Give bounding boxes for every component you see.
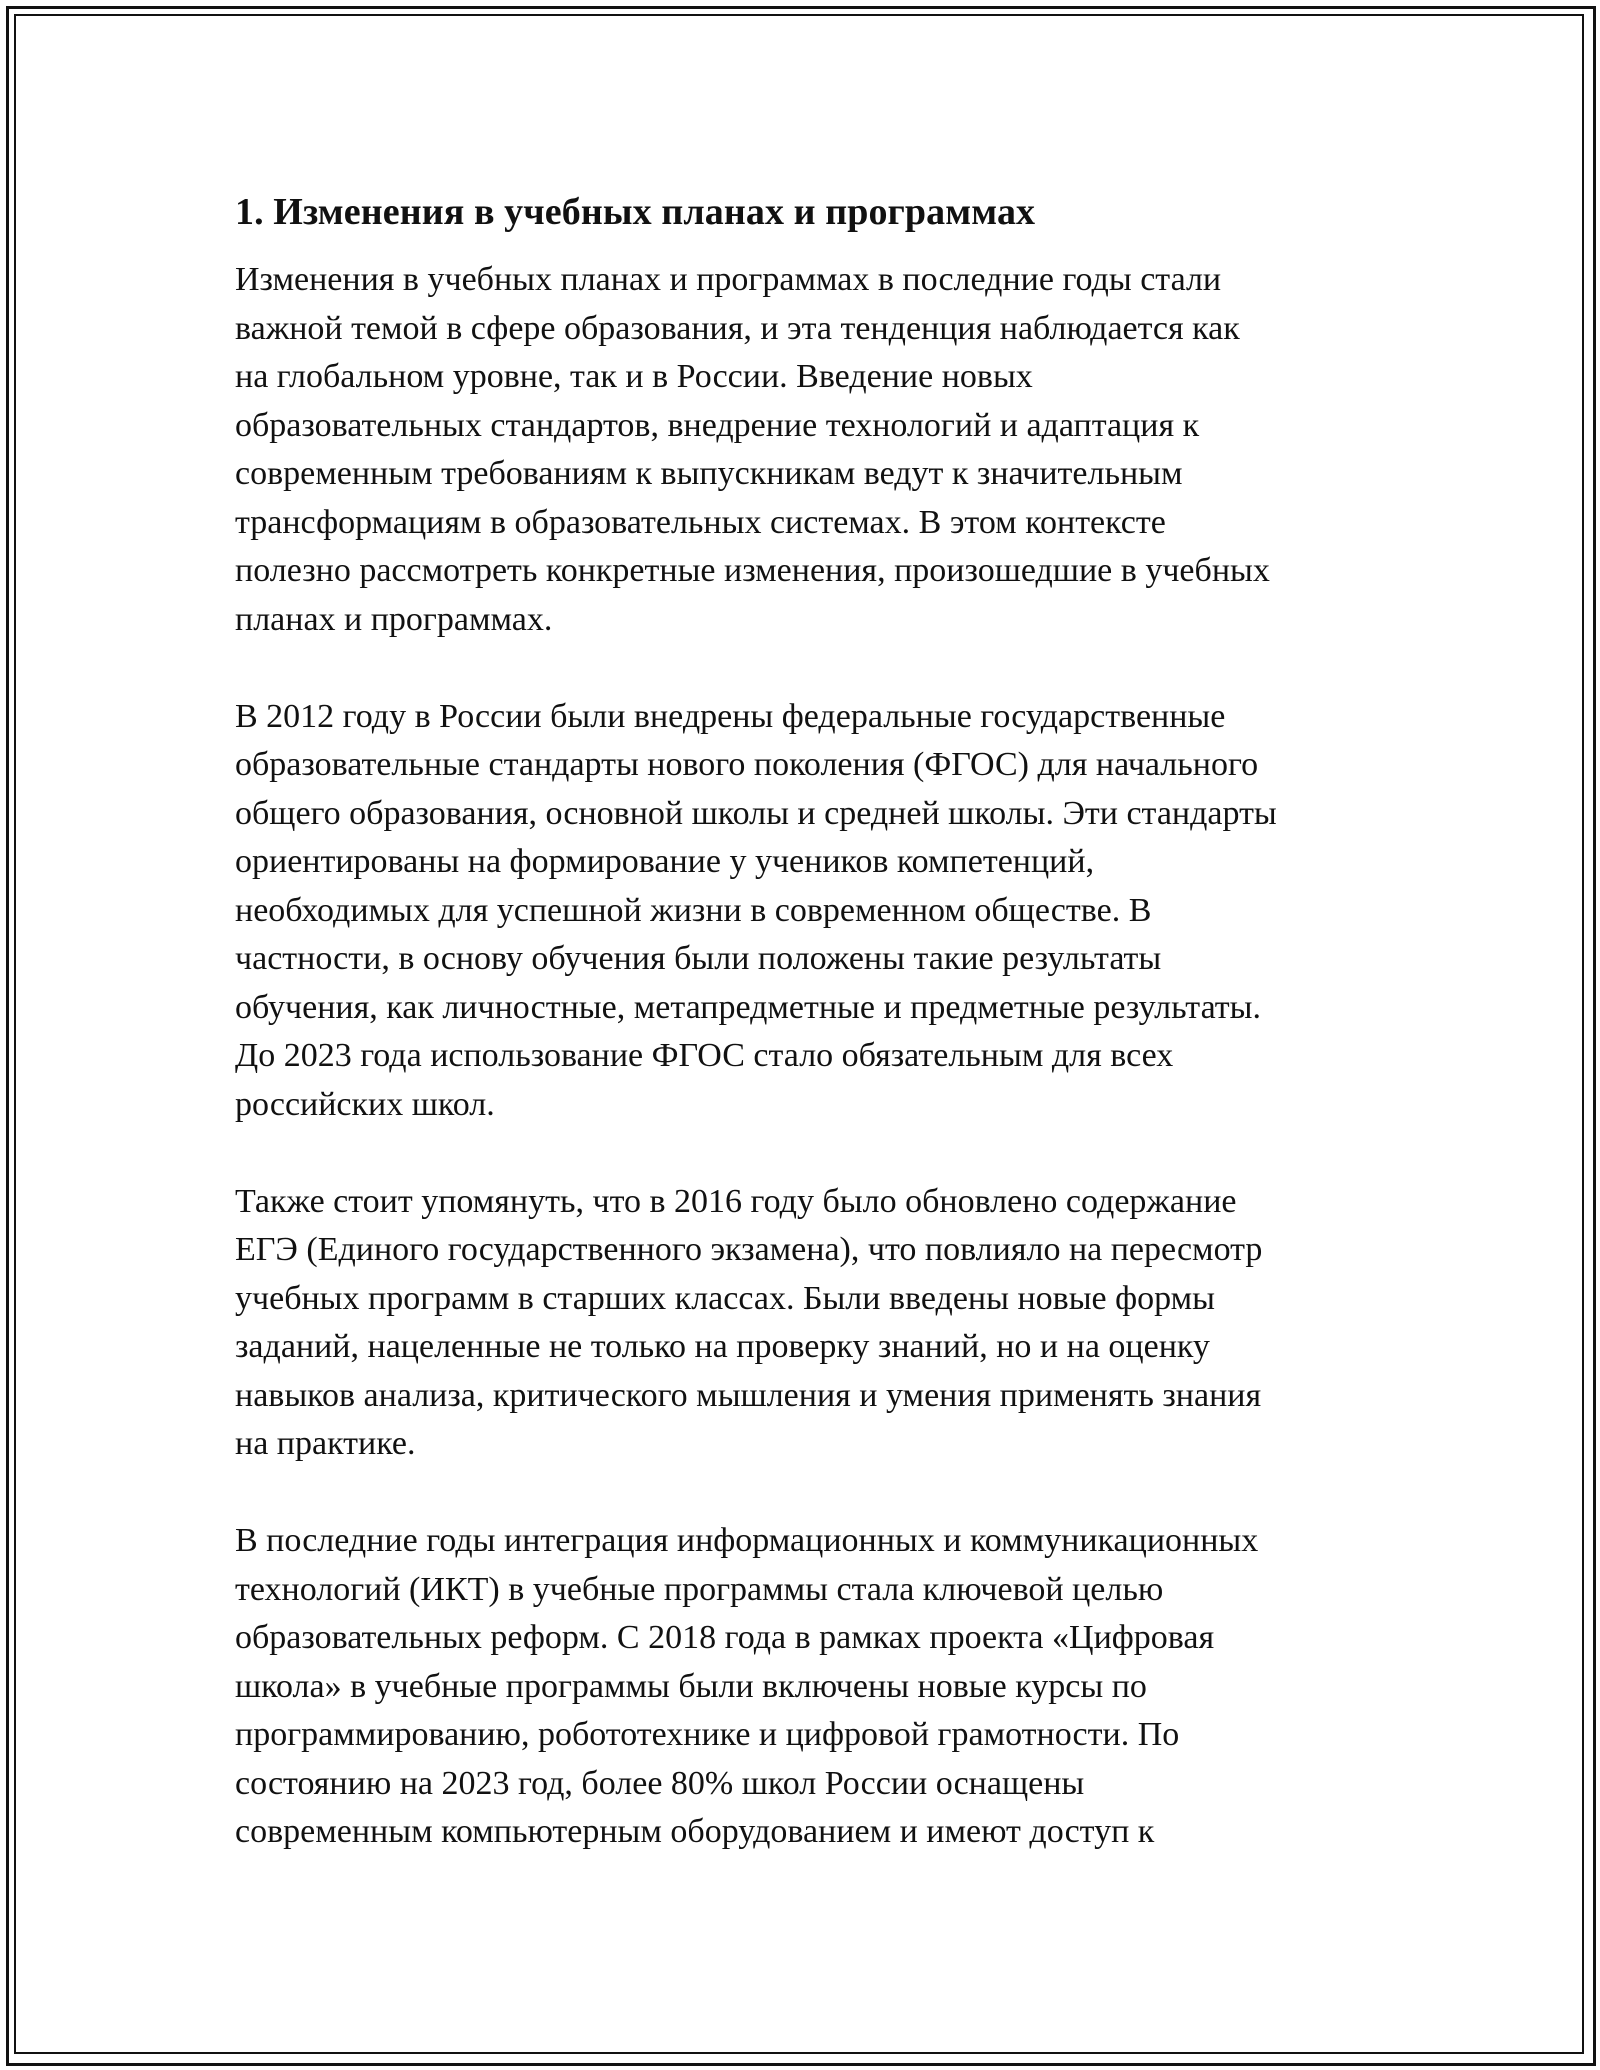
- paragraph-ikt: В последние годы интеграция информационных и коммуникационных технологий (ИКТ) в учебные программы стала ключевой целью образовательных реформ. С 2018 года в рамках проекта «Цифровая школа» в учебные программы были включены новые курсы по программированию, робототехнике и цифровой грамотности. По состоянию на 2023 год, более 80% школ России оснащены современным компьютерным оборудованием и имеют доступ к: [235, 1522, 1259, 1850]
- paragraph-ege: Также стоит упомянуть, что в 2016 году было обновлено содержание ЕГЭ (Единого государственного экзамена), что повлияло на пересмотр учебных программ в старших классах. Были введены новые формы заданий, нацеленные не только на проверку знаний, но и на оценку навыков анализа, критического мышления и умения применять знания на практике.: [235, 1182, 1263, 1462]
- document-body: [235, 188, 1415, 1857]
- paragraph-intro: Изменения в учебных планах и программах в последние годы стали важной темой в сфере образования, и эта тенденция наблюдается как на глобальном уровне, так и в России. Введение новых образовательных стандартов, внедрение технологий и адаптация к современным требованиям к выпускникам ведут к значительным трансформациям в образовательных системах. В этом контексте полезно рассмотреть конкретные изменения, произошедшие в учебных планах и программах.: [235, 261, 1270, 638]
- paragraph-fgos: В 2012 году в России были внедрены федеральные государственные образовательные стандарты нового поколения (ФГОС) для начального общего образования, основной школы и средней школы. Эти стандарты ориентированы на формирование у учеников компетенций, необходимых для успешной жизни в современном обществе. В частности, в основу обучения были положены такие результаты обучения, как личностные, метапредметные и предметные результаты. До 2023 года использование ФГОС стало обязательным для всех российских школ.: [235, 697, 1277, 1123]
- section-heading: 1. Изменения в учебных планах и программах: [235, 191, 1036, 233]
